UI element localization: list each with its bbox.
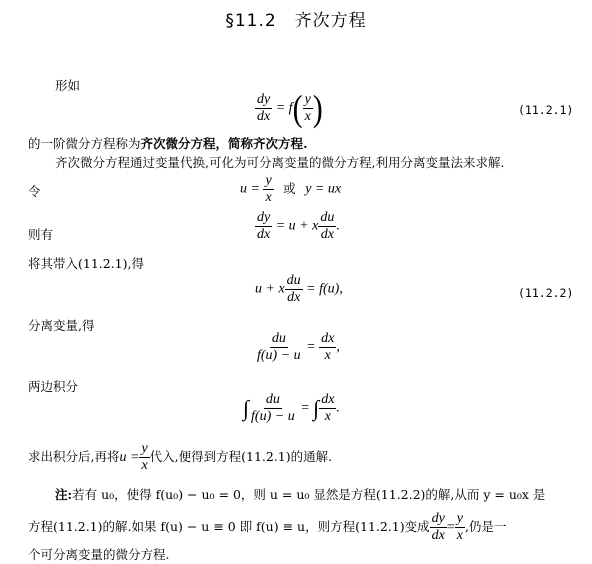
note-label: 注: — [55, 487, 73, 502]
text-dairu: 将其带入(11.2.1),得 — [28, 256, 144, 271]
equation-label-11-2-2: (11.2.2) — [518, 286, 574, 300]
text-zeyou: 则有 — [28, 227, 54, 242]
term-homogeneous-eq: 齐次方程 — [253, 136, 304, 151]
section-title: §11.2 齐次方程 — [225, 11, 367, 31]
text-liangbian: 两边积分 — [28, 379, 79, 394]
definition-line: 的一阶微分方程称为齐次微分方程，简称齐次方程. — [28, 136, 308, 151]
fraction-dy-dx: $\frac{dy}{dx}$ — [257, 92, 271, 124]
equation-derivative: $\frac{dy}{dx}$ = u + x $\frac{du}{dx}$ . — [257, 210, 340, 242]
text-ling: 令 — [28, 184, 41, 199]
integral-sign: ∫ — [313, 395, 320, 421]
equation-11-2-2: u + x $\frac{du}{dx}$ = f(u), — [255, 273, 343, 305]
text-xingru: 形如 — [55, 78, 81, 93]
paragraph-method: 齐次微分方程通过变量代换,可化为可分离变量的微分方程,利用分离变量法来求解. — [55, 155, 505, 170]
equation-substitution: u = $\frac{y}{x}$ 或 y = ux — [240, 173, 342, 205]
equation-integral: ∫ $\frac{du}{f(u) - u}$ = ∫ $\frac{dx}{x}$ . — [243, 392, 340, 424]
equation-separated: $\frac{du}{f(u) - u}$ = $\frac{dx}{x}$ , — [257, 331, 340, 363]
note-line-1: 注:若有 u₀，使得 f(u₀) − u₀ = 0，则 u = u₀ 显然是方程(11.2.2)的解,从而 y = u₀x 是 — [55, 487, 546, 502]
fraction-y-x: $\frac{y}{x}$ — [304, 92, 311, 124]
result-line: 求出积分后,再将u = $\frac{y}{x}$ 代入,便得到方程(11.2.1)的通解. — [28, 441, 333, 473]
integral-sign: ∫ — [243, 395, 250, 421]
note-line-3: 个可分离变量的微分方程. — [28, 547, 170, 562]
note-line-2: 方程(11.2.1)的解.如果 f(u) − u ≡ 0 即 f(u) ≡ u，则方程(11.2.1)变成 $\frac{dy}{dx}$ = $\frac{y}{x}$ ,仍是一 — [28, 511, 507, 543]
term-homogeneous-de: 齐次微分方程 — [140, 136, 216, 151]
equation-label-11-2-1: (11.2.1) — [518, 103, 574, 117]
equation-11-2-1: $\frac{dy}{dx}$ = f( $\frac{y}{x}$ ) — [257, 87, 323, 129]
text-fenli: 分离变量,得 — [28, 318, 95, 333]
